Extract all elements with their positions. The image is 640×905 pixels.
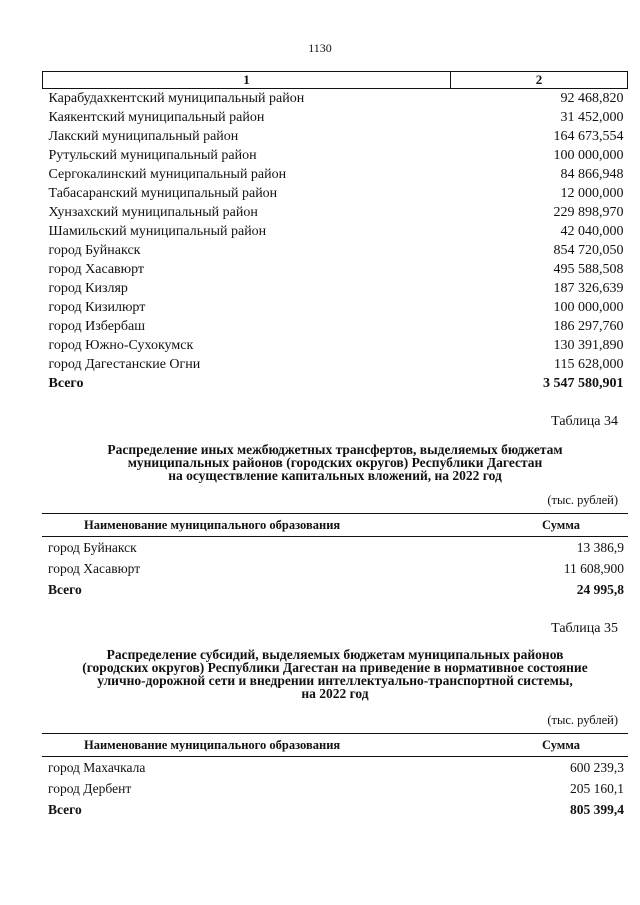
total-value: 805 399,4	[570, 801, 624, 817]
row-name: город Кизляр	[48, 280, 128, 296]
table-row	[43, 127, 628, 146]
title-line: (городских округов) Республики Дагестан на приведение в нормативное состояние	[82, 660, 588, 675]
table-row	[43, 355, 628, 374]
row-name: Шамильский муниципальный район	[48, 223, 267, 239]
row-value: 13 386,9	[576, 539, 624, 555]
row-value: 187 326,639	[553, 280, 624, 296]
row-name: Сергокалинский муниципальный район	[48, 166, 287, 182]
table-34-title	[40, 443, 630, 482]
total-label: Всего	[48, 801, 82, 817]
row-name: город Хасавюрт	[48, 560, 141, 576]
row-name: город Хасавюрт	[48, 261, 145, 277]
table-header-row	[43, 72, 628, 89]
table-header-row	[42, 514, 628, 537]
table-34	[42, 513, 628, 600]
table-row	[43, 184, 628, 203]
table-row	[42, 558, 628, 579]
total-value: 24 995,8	[576, 581, 624, 597]
row-name: город Избербаш	[48, 318, 146, 334]
table-row	[43, 165, 628, 184]
table-header-row	[42, 734, 628, 757]
title-line: муниципальных районов (городских округов) Республики Дагестан	[127, 455, 543, 470]
title-line: на осуществление капитальных вложений, на 2022 год	[168, 468, 502, 483]
row-name: Лакский муниципальный район	[48, 128, 239, 144]
row-value: 84 866,948	[560, 166, 624, 182]
row-value: 164 673,554	[553, 128, 624, 144]
row-name: город Дербент	[48, 780, 132, 796]
total-label: Всего	[48, 375, 84, 391]
table-row	[43, 336, 628, 355]
table-row	[43, 203, 628, 222]
page-number: 1130	[308, 41, 332, 55]
title-line: улично-дорожной сети и внедрении интеллектуально-транспортной системы,	[97, 673, 573, 688]
column-header-sum: Сумма	[494, 734, 628, 757]
row-name: город Буйнакск	[48, 242, 141, 258]
row-name: город Кизилюрт	[48, 299, 146, 315]
table-row	[42, 757, 628, 779]
row-name: Карабудахкентский муниципальный район	[48, 90, 305, 106]
table-35-title	[40, 648, 630, 700]
total-value: 3 547 580,901	[543, 375, 624, 391]
table-row	[43, 279, 628, 298]
row-value: 205 160,1	[570, 780, 624, 796]
row-name: город Буйнакск	[48, 539, 137, 555]
column-header-2: 2	[451, 72, 628, 89]
column-header-sum: Сумма	[494, 514, 628, 537]
table-35-label: Таблица 35	[551, 621, 618, 636]
column-header-name: Наименование муниципального образования	[42, 514, 494, 537]
row-value: 12 000,000	[560, 185, 624, 201]
row-value: 600 239,3	[570, 759, 624, 775]
row-name: Рутульский муниципальный район	[48, 147, 257, 163]
table-row	[42, 778, 628, 799]
table-row	[43, 317, 628, 336]
title-line: Распределение иных межбюджетных трансфертов, выделяемых бюджетам	[107, 442, 563, 457]
row-value: 92 468,820	[560, 90, 624, 106]
total-row	[42, 799, 628, 820]
column-header-name: Наименование муниципального образования	[42, 734, 494, 757]
title-line: Распределение субсидий, выделяемых бюджетам муниципальных районов	[106, 647, 564, 662]
table-35	[42, 733, 628, 820]
row-name: Табасаранский муниципальный район	[48, 185, 278, 201]
table-row	[43, 222, 628, 241]
table-row	[43, 108, 628, 127]
title-line: на 2022 год	[301, 686, 369, 701]
table-row	[43, 298, 628, 317]
row-name: город Махачкала	[48, 759, 146, 775]
row-value: 229 898,970	[553, 204, 624, 220]
municipal-allocation-table	[42, 71, 628, 393]
table-row	[42, 537, 628, 559]
total-row	[42, 579, 628, 600]
row-value: 115 628,000	[554, 356, 624, 372]
row-value: 31 452,000	[560, 109, 624, 125]
row-value: 130 391,890	[553, 337, 624, 353]
table-row	[43, 89, 628, 109]
row-value: 186 297,760	[553, 318, 624, 334]
table-34-unit: (тыс. рублей)	[547, 493, 618, 507]
column-header-1: 1	[43, 72, 451, 89]
row-value: 100 000,000	[553, 299, 624, 315]
table-row	[43, 146, 628, 165]
total-label: Всего	[48, 581, 82, 597]
row-name: Хунзахский муниципальный район	[48, 204, 258, 220]
total-row	[43, 374, 628, 393]
table-34-label: Таблица 34	[551, 414, 618, 429]
table-35-unit: (тыс. рублей)	[547, 713, 618, 727]
row-value: 495 588,508	[553, 261, 624, 277]
row-value: 11 608,900	[563, 560, 624, 576]
row-value: 100 000,000	[553, 147, 624, 163]
row-name: город Дагестанские Огни	[48, 356, 201, 372]
row-name: Каякентский муниципальный район	[48, 109, 265, 125]
table-row	[43, 260, 628, 279]
table-row	[43, 241, 628, 260]
row-name: город Южно-Сухокумск	[48, 337, 194, 353]
row-value: 854 720,050	[553, 242, 624, 258]
row-value: 42 040,000	[560, 223, 624, 239]
